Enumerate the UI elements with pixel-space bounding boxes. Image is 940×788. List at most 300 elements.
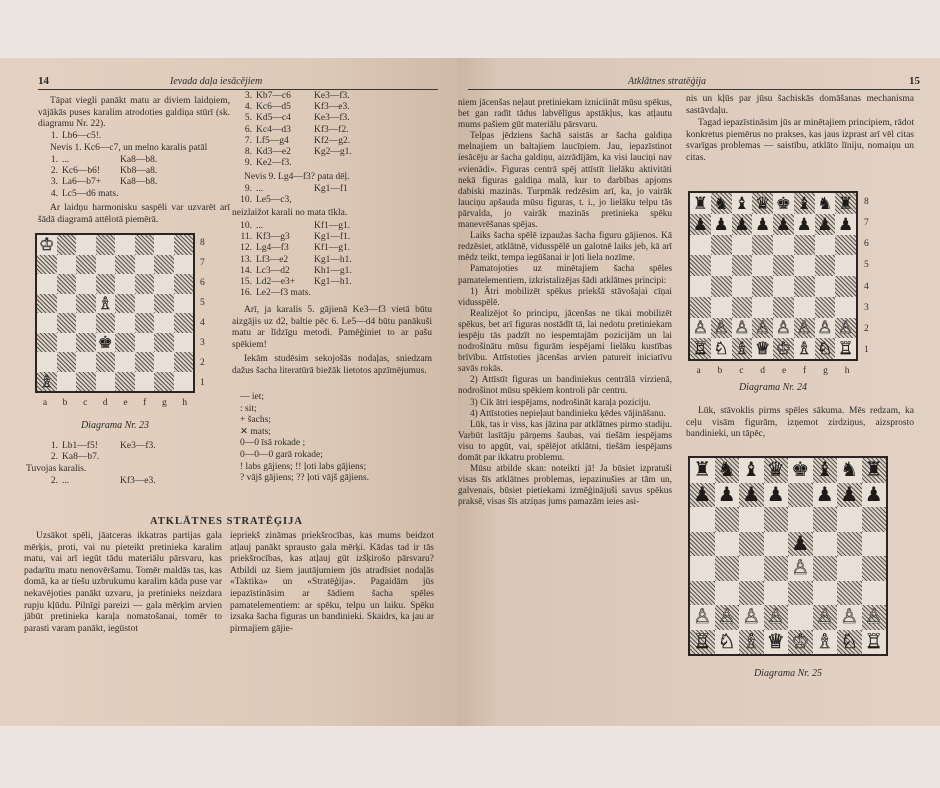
square-f6 xyxy=(794,235,815,256)
square-h7 xyxy=(835,214,856,235)
move-number: 2. xyxy=(50,452,58,463)
square-h2 xyxy=(835,318,856,339)
square-h8 xyxy=(835,193,856,214)
black-move: Kg1—h1. xyxy=(314,254,352,265)
square-e7 xyxy=(115,255,135,275)
square-c2 xyxy=(732,318,753,339)
square-e2 xyxy=(773,318,794,339)
left-page xyxy=(0,58,458,726)
symbol-item: + šachs; xyxy=(240,415,271,426)
left-running-head xyxy=(38,70,438,90)
diagram-25-board xyxy=(688,456,888,656)
white-knight-icon: ♘ xyxy=(713,339,729,359)
ari-paragraph: Arī, ja karalis 5. gājienā Ke3—f3 vietā būtu aizgājis uz d2, baltie pēc 6. Le5—d4 būtu panākuši matu ar līdzīgu metodi. Pamēģiniet to ar pašu spēkiem! xyxy=(232,305,432,350)
square-d8 xyxy=(96,235,116,255)
black-move: Ke3—f3. xyxy=(314,113,350,124)
white-pawn-icon: ♙ xyxy=(742,606,761,629)
white-knight-icon: ♘ xyxy=(717,630,736,653)
square-g8 xyxy=(815,193,836,214)
square-e1 xyxy=(773,338,794,359)
square-e6 xyxy=(788,507,813,532)
move-row xyxy=(232,125,432,136)
square-d5 xyxy=(752,255,773,276)
square-a6 xyxy=(690,507,715,532)
square-f2 xyxy=(794,318,815,339)
square-h4 xyxy=(174,313,194,333)
square-a3 xyxy=(37,333,57,353)
move-row xyxy=(232,136,432,147)
white-rook-icon: ♖ xyxy=(864,630,883,653)
diagram-23-board xyxy=(35,233,195,393)
square-b8 xyxy=(715,458,740,483)
white-move: Lg4—f3 xyxy=(256,243,289,254)
white-move: Kc6—d5 xyxy=(256,102,291,113)
square-b1 xyxy=(715,630,740,655)
white-pawn-icon: ♙ xyxy=(692,318,708,338)
black-pawn-icon: ♟ xyxy=(796,214,812,234)
symbol-item: 0—0 īsā rokade ; xyxy=(240,438,306,449)
square-b3 xyxy=(715,581,740,606)
black-pawn-icon: ♟ xyxy=(692,214,708,234)
square-g5 xyxy=(815,255,836,276)
square-b4 xyxy=(711,276,732,297)
symbol-item: ✕ mats; xyxy=(240,426,271,437)
black-pawn-icon: ♟ xyxy=(791,532,810,555)
coord-label: h xyxy=(182,398,188,408)
right-col1-paragraph: 3) Cik ātri iespējams, nodrošināt karaļa poziciju. xyxy=(470,397,651,408)
black-pawn-icon: ♟ xyxy=(742,483,761,506)
black-bishop-icon: ♝ xyxy=(815,459,834,482)
white-move: Le2—f3 mats. xyxy=(256,288,311,299)
white-pawn-icon: ♙ xyxy=(717,606,736,629)
coord-label: b xyxy=(717,366,723,376)
black-move: Kf3—e3. xyxy=(314,102,350,113)
black-move: Kf1—g1. xyxy=(314,221,351,231)
square-a5 xyxy=(690,532,715,557)
square-d8 xyxy=(764,458,789,483)
black-bishop-icon: ♝ xyxy=(796,193,812,213)
square-a5 xyxy=(37,294,57,314)
square-a5 xyxy=(690,255,711,276)
square-b2 xyxy=(711,318,732,339)
square-g2 xyxy=(837,605,862,630)
white-move: Lb6—c5!. xyxy=(62,131,102,141)
square-h1 xyxy=(862,630,887,655)
move-row xyxy=(232,255,432,266)
symbols-list xyxy=(240,392,440,485)
square-g1 xyxy=(837,630,862,655)
nevis9-line: Nevis 9. Lg4—f3? pata dēļ. xyxy=(244,172,350,182)
neizlaizot-line: neizlaižot karali no mata tīkla. xyxy=(232,208,348,218)
white-bishop-icon: ♗ xyxy=(796,339,812,359)
square-h5 xyxy=(835,255,856,276)
square-f2 xyxy=(813,605,838,630)
col2-moves-a xyxy=(232,91,432,169)
white-pawn-icon: ♙ xyxy=(815,606,834,629)
coord-label: e xyxy=(123,398,128,408)
square-a7 xyxy=(37,255,57,275)
square-a1 xyxy=(37,372,57,392)
square-h6 xyxy=(862,507,887,532)
white-move: Kf3—g3 xyxy=(256,232,290,243)
square-h6 xyxy=(174,274,194,294)
move-row xyxy=(232,184,432,195)
square-e3 xyxy=(788,581,813,606)
square-h2 xyxy=(862,605,887,630)
white-pawn-icon: ♙ xyxy=(864,606,883,629)
white-bishop-icon: ♗ xyxy=(742,630,761,653)
move-number: 5. xyxy=(244,113,252,124)
coord-label: a xyxy=(696,366,701,376)
diagram-24-file-labels xyxy=(688,366,858,376)
white-pawn-icon: ♙ xyxy=(838,318,854,338)
square-b5 xyxy=(711,255,732,276)
white-pawn-icon: ♙ xyxy=(817,318,833,338)
square-e3 xyxy=(773,297,794,318)
diagram-24-board xyxy=(688,191,858,361)
square-e4 xyxy=(773,276,794,297)
square-f3 xyxy=(135,333,155,353)
diagram-23-caption: Diagrama Nr. 23 xyxy=(80,420,150,431)
white-move: Lc3—d2 xyxy=(256,265,290,276)
coord-label: 1 xyxy=(864,345,869,356)
square-e4 xyxy=(788,556,813,581)
square-h8 xyxy=(862,458,887,483)
square-c4 xyxy=(739,556,764,581)
white-rook-icon: ♖ xyxy=(693,630,712,653)
square-g6 xyxy=(815,235,836,256)
square-c5 xyxy=(732,255,753,276)
white-move: La6—b7+ xyxy=(62,177,102,188)
right-col1-paragraph: 4) Attīstoties nepieļaut bandinieku ķēdes vājināšanu. xyxy=(470,408,666,419)
black-move: Ka8—b8. xyxy=(120,177,158,188)
square-d5 xyxy=(764,532,789,557)
right-col1-paragraph: 2) Attīstīt figuras un bandiniekus centrālā virzienā, nodrošinot mūsu spēkiem kontroli pār centru. xyxy=(458,375,672,397)
black-rook-icon: ♜ xyxy=(864,459,883,482)
square-h3 xyxy=(174,333,194,353)
white-move: ... xyxy=(62,476,70,486)
black-knight-icon: ♞ xyxy=(840,459,859,482)
square-c7 xyxy=(739,483,764,508)
square-g4 xyxy=(837,556,862,581)
coord-label: d xyxy=(760,366,766,376)
move-row xyxy=(38,166,238,177)
square-c2 xyxy=(739,605,764,630)
white-king-icon: ♔ xyxy=(775,339,791,359)
black-pawn-icon: ♟ xyxy=(693,483,712,506)
white-pawn-icon: ♙ xyxy=(755,318,771,338)
coord-label: a xyxy=(42,398,48,408)
square-g1 xyxy=(815,338,836,359)
square-f4 xyxy=(794,276,815,297)
move-row xyxy=(38,189,238,200)
square-h1 xyxy=(174,372,194,392)
square-d1 xyxy=(96,372,116,392)
square-h2 xyxy=(174,352,194,372)
white-pawn-icon: ♙ xyxy=(713,318,729,338)
white-piece-icon: ♗ xyxy=(39,371,55,391)
square-g7 xyxy=(154,255,174,275)
right-page-number: 15 xyxy=(909,75,920,87)
square-c8 xyxy=(732,193,753,214)
square-h3 xyxy=(835,297,856,318)
diagram-24-rank-labels xyxy=(864,191,876,361)
square-f3 xyxy=(794,297,815,318)
harmony-paragraph: Ar laidņu harmonisku saspēli var uzvarēt arī šādā diagramā attēlotā piemērā. xyxy=(38,203,230,225)
black-queen-icon: ♛ xyxy=(766,459,785,482)
nevis-line: Nevis 1. Kc6—c7, un melno karalis patāl xyxy=(50,143,208,153)
right-col1 xyxy=(458,98,672,508)
black-move: Kf3—e3. xyxy=(120,476,156,486)
square-e6 xyxy=(773,235,794,256)
square-g2 xyxy=(154,352,174,372)
square-e2 xyxy=(788,605,813,630)
white-pawn-icon: ♙ xyxy=(693,606,712,629)
move-number: 9. xyxy=(244,184,252,194)
white-move: Le5—c3, xyxy=(256,195,292,206)
black-move: Kg1—f1 xyxy=(314,184,348,194)
square-f4 xyxy=(135,313,155,333)
square-a6 xyxy=(37,274,57,294)
square-f1 xyxy=(813,630,838,655)
square-c7 xyxy=(76,255,96,275)
white-piece-icon: ♗ xyxy=(97,293,113,313)
square-c3 xyxy=(739,581,764,606)
move-number: 16. xyxy=(240,288,252,299)
coord-label: 2 xyxy=(864,324,869,335)
move-row xyxy=(232,288,432,299)
white-queen-icon: ♕ xyxy=(766,630,785,653)
square-g6 xyxy=(154,274,174,294)
square-b5 xyxy=(715,532,740,557)
white-bishop-icon: ♗ xyxy=(815,630,834,653)
coord-label: 7 xyxy=(864,217,869,228)
white-king-icon: ♔ xyxy=(791,630,810,653)
square-c2 xyxy=(76,352,96,372)
square-b6 xyxy=(57,274,77,294)
move-number: 14. xyxy=(240,265,252,276)
white-queen-icon: ♕ xyxy=(755,339,771,359)
black-move: Ke3—f3. xyxy=(314,91,350,101)
left-running-title: Ievada daļa iesācējiem xyxy=(170,76,263,87)
square-c4 xyxy=(732,276,753,297)
move-number: 8. xyxy=(244,146,252,157)
right-col2-top: nis un kļūs par jūsu šachiskās domāšanas mechanisma sastāvdaļu. xyxy=(686,94,914,116)
square-c3 xyxy=(732,297,753,318)
move-number: 10. xyxy=(240,195,252,206)
right-col1-paragraph: Mūsu atbilde skan: noteikti jā! Ja būsiet izpratuši visas šīs atklātnes problemas, iepazinušies ar tām un, galvenais, būsiet pietiekami izmēģinājuši savus spēkus praksē, visas šīs atziņas jums pamazām ieies asi- xyxy=(458,464,672,508)
square-e5 xyxy=(788,532,813,557)
black-move: Ke3—f3. xyxy=(120,441,156,451)
book-spread xyxy=(0,58,940,726)
right-running-head xyxy=(468,70,920,90)
square-d7 xyxy=(752,214,773,235)
square-b7 xyxy=(715,483,740,508)
square-d4 xyxy=(764,556,789,581)
white-pawn-icon: ♙ xyxy=(791,557,810,580)
move-row xyxy=(232,147,432,158)
black-knight-icon: ♞ xyxy=(817,193,833,213)
square-h6 xyxy=(835,235,856,256)
square-g7 xyxy=(837,483,862,508)
right-col2-tagad: Tagad iepazīstināsim jūs ar minētajiem principiem, rādot konkretus piemērus no prakses, kas jaus izprast arī vēl citas svarīgas problemas — saistību, atklāto līniju, nomaiņu un citas. xyxy=(686,118,914,163)
square-f1 xyxy=(135,372,155,392)
black-move: Kg1—f1. xyxy=(314,232,351,243)
coord-label: f xyxy=(143,398,147,408)
bottom-col1: Uzsākot spēli, jāatceras ikkatras partijas gala mērķis, proti, vai nu pieteikt pretinieka karalim matu, vai arī iegūt tādu materiālu pārsvaru, kas padarītu matu nenovēršamu. Tomēr maldās tas, kas domā, ka ar tiešu uzbrukumu karalim kāda puse var nekavējoties panākt uzvaru, ja pretinieks neizdara rupju kļūdu. Pilnīgi pareizi — gala mērķim arvien jābūt pretinieka karaļa nomatošanai, tomēr to parasti varam panākt, iegūstot xyxy=(24,531,222,634)
coord-label: 1 xyxy=(200,378,205,388)
square-c5 xyxy=(76,294,96,314)
black-move: Kg1—h1. xyxy=(314,276,352,287)
black-move: Ka8—b8. xyxy=(120,155,158,165)
symbol-item: : sit; xyxy=(240,403,257,414)
white-rook-icon: ♖ xyxy=(838,339,854,359)
square-b3 xyxy=(57,333,77,353)
coord-label: 2 xyxy=(200,358,205,368)
square-d2 xyxy=(752,318,773,339)
square-b4 xyxy=(57,313,77,333)
col2-moves-c xyxy=(232,221,432,299)
tuvojas-line: Tuvojas karalis. xyxy=(26,464,87,474)
moves-b xyxy=(38,155,238,200)
moves-c xyxy=(38,441,238,463)
black-knight-icon: ♞ xyxy=(713,193,729,213)
square-f6 xyxy=(813,507,838,532)
diagram-24-caption: Diagrama Nr. 24 xyxy=(738,382,808,393)
square-f2 xyxy=(135,352,155,372)
square-h3 xyxy=(862,581,887,606)
square-h8 xyxy=(174,235,194,255)
square-a4 xyxy=(37,313,57,333)
black-pawn-icon: ♟ xyxy=(775,214,791,234)
square-c1 xyxy=(76,372,96,392)
black-piece-icon: ♚ xyxy=(97,332,113,352)
black-move: Kh1—g1. xyxy=(314,265,352,276)
col2-moves-b xyxy=(232,184,432,206)
move-row xyxy=(38,131,238,142)
black-queen-icon: ♛ xyxy=(755,193,771,213)
square-e8 xyxy=(773,193,794,214)
white-move: Lc5—d6 mats. xyxy=(62,188,119,199)
square-f1 xyxy=(794,338,815,359)
square-h4 xyxy=(835,276,856,297)
move-number: 3. xyxy=(50,177,58,188)
move-row xyxy=(232,243,432,254)
white-move: Kb7—c6 xyxy=(256,91,291,101)
black-rook-icon: ♜ xyxy=(838,193,854,213)
square-h1 xyxy=(835,338,856,359)
coord-label: 6 xyxy=(200,278,205,288)
square-d3 xyxy=(96,333,116,353)
move-number: 4. xyxy=(244,102,252,113)
square-f5 xyxy=(135,294,155,314)
black-knight-icon: ♞ xyxy=(717,459,736,482)
move-row xyxy=(38,441,238,452)
black-king-icon: ♚ xyxy=(791,459,810,482)
square-g5 xyxy=(154,294,174,314)
square-f4 xyxy=(813,556,838,581)
square-f8 xyxy=(135,235,155,255)
square-b8 xyxy=(711,193,732,214)
square-c3 xyxy=(76,333,96,353)
black-pawn-icon: ♟ xyxy=(713,214,729,234)
white-piece-icon: ♔ xyxy=(39,235,55,255)
square-d6 xyxy=(764,507,789,532)
square-d2 xyxy=(96,352,116,372)
coord-label: 6 xyxy=(864,239,869,250)
black-move: Kg2—g1. xyxy=(314,146,352,157)
move-number: 4. xyxy=(50,188,58,199)
square-b6 xyxy=(711,235,732,256)
coord-label: 8 xyxy=(864,196,869,207)
white-move: Ke2—f3. xyxy=(256,158,292,169)
intro-paragraph: Tāpat viegli panākt matu ar diviem laidņiem, vājākās puses karalim atrodoties galdiņa stūrī (sk. diagramu Nr. 22). xyxy=(38,96,230,130)
move-number: 11. xyxy=(240,232,252,243)
right-page xyxy=(458,58,940,726)
square-a1 xyxy=(690,338,711,359)
black-king-icon: ♚ xyxy=(775,193,791,213)
white-move: ... xyxy=(256,221,264,231)
coord-label: g xyxy=(161,398,167,408)
right-col1-paragraph: Laiks šacha spēlē izpaužas šacha figuru gājienos. Kā redzēsiet, atklātnē, vidusspēlē un galotnē laiks jeb, kā arī mēdz teikt, tempa iegūšanai ir ļoti liela nozīme. xyxy=(458,231,672,264)
coord-label: h xyxy=(844,366,850,376)
square-f7 xyxy=(813,483,838,508)
square-e2 xyxy=(115,352,135,372)
square-d1 xyxy=(764,630,789,655)
move-number: 1. xyxy=(50,155,58,165)
square-f8 xyxy=(813,458,838,483)
square-e1 xyxy=(115,372,135,392)
square-h5 xyxy=(862,532,887,557)
square-g5 xyxy=(837,532,862,557)
square-e8 xyxy=(115,235,135,255)
square-f5 xyxy=(813,532,838,557)
white-move: Lf5—g4 xyxy=(256,135,289,146)
left-page-number: 14 xyxy=(38,75,49,87)
square-d2 xyxy=(764,605,789,630)
move-number: 10. xyxy=(240,221,252,231)
square-e8 xyxy=(788,458,813,483)
square-b1 xyxy=(57,372,77,392)
black-pawn-icon: ♟ xyxy=(838,214,854,234)
square-a1 xyxy=(690,630,715,655)
square-a8 xyxy=(690,458,715,483)
square-f8 xyxy=(794,193,815,214)
move-number: 2. xyxy=(50,476,58,486)
right-col1-paragraph: Telpas jēdziens šachā saistās ar šacha galdiņa melnajiem un baltajiem laucīņiem. Jau, iepazīstinot iesācēju ar šacha galdiņu, aizrādījām, ka visi lauciņi nav «vienādi». Figuras centrā spēj attīstīt lielāku aktivitāti nekā figuras galdiņa malā, kur to darbības apjoms dabiski mazinās. Turpmāk redzēsim arī, ka, jo vairāk lauciņu apšauda mūsu figuras, t. i., jo lielāku telpu tās pārvalda, jo vairāk mazinās pretinieka spēku manevrēšanas spējas. xyxy=(458,131,672,231)
symbol-item: 0—0—0 garā rokade; xyxy=(240,449,323,460)
square-d7 xyxy=(96,255,116,275)
black-pawn-icon: ♟ xyxy=(817,214,833,234)
coord-label: g xyxy=(823,366,828,376)
square-b2 xyxy=(715,605,740,630)
right-col1-paragraph: 1) Ātri mobilizēt spēkus priekšā stāvošajai cīņai vidusspēlē. xyxy=(458,286,672,308)
coord-label: b xyxy=(62,398,68,408)
square-c8 xyxy=(76,235,96,255)
square-f5 xyxy=(794,255,815,276)
white-pawn-icon: ♙ xyxy=(840,606,859,629)
black-rook-icon: ♜ xyxy=(692,193,708,213)
black-pawn-icon: ♟ xyxy=(755,214,771,234)
white-move: ... xyxy=(62,155,70,165)
white-move: Ld2—e3+ xyxy=(256,276,296,287)
move-number: 7. xyxy=(244,135,252,146)
square-g3 xyxy=(837,581,862,606)
square-d6 xyxy=(752,235,773,256)
coord-label: 8 xyxy=(200,238,205,248)
move-row xyxy=(232,277,432,288)
coord-label: d xyxy=(102,398,108,408)
